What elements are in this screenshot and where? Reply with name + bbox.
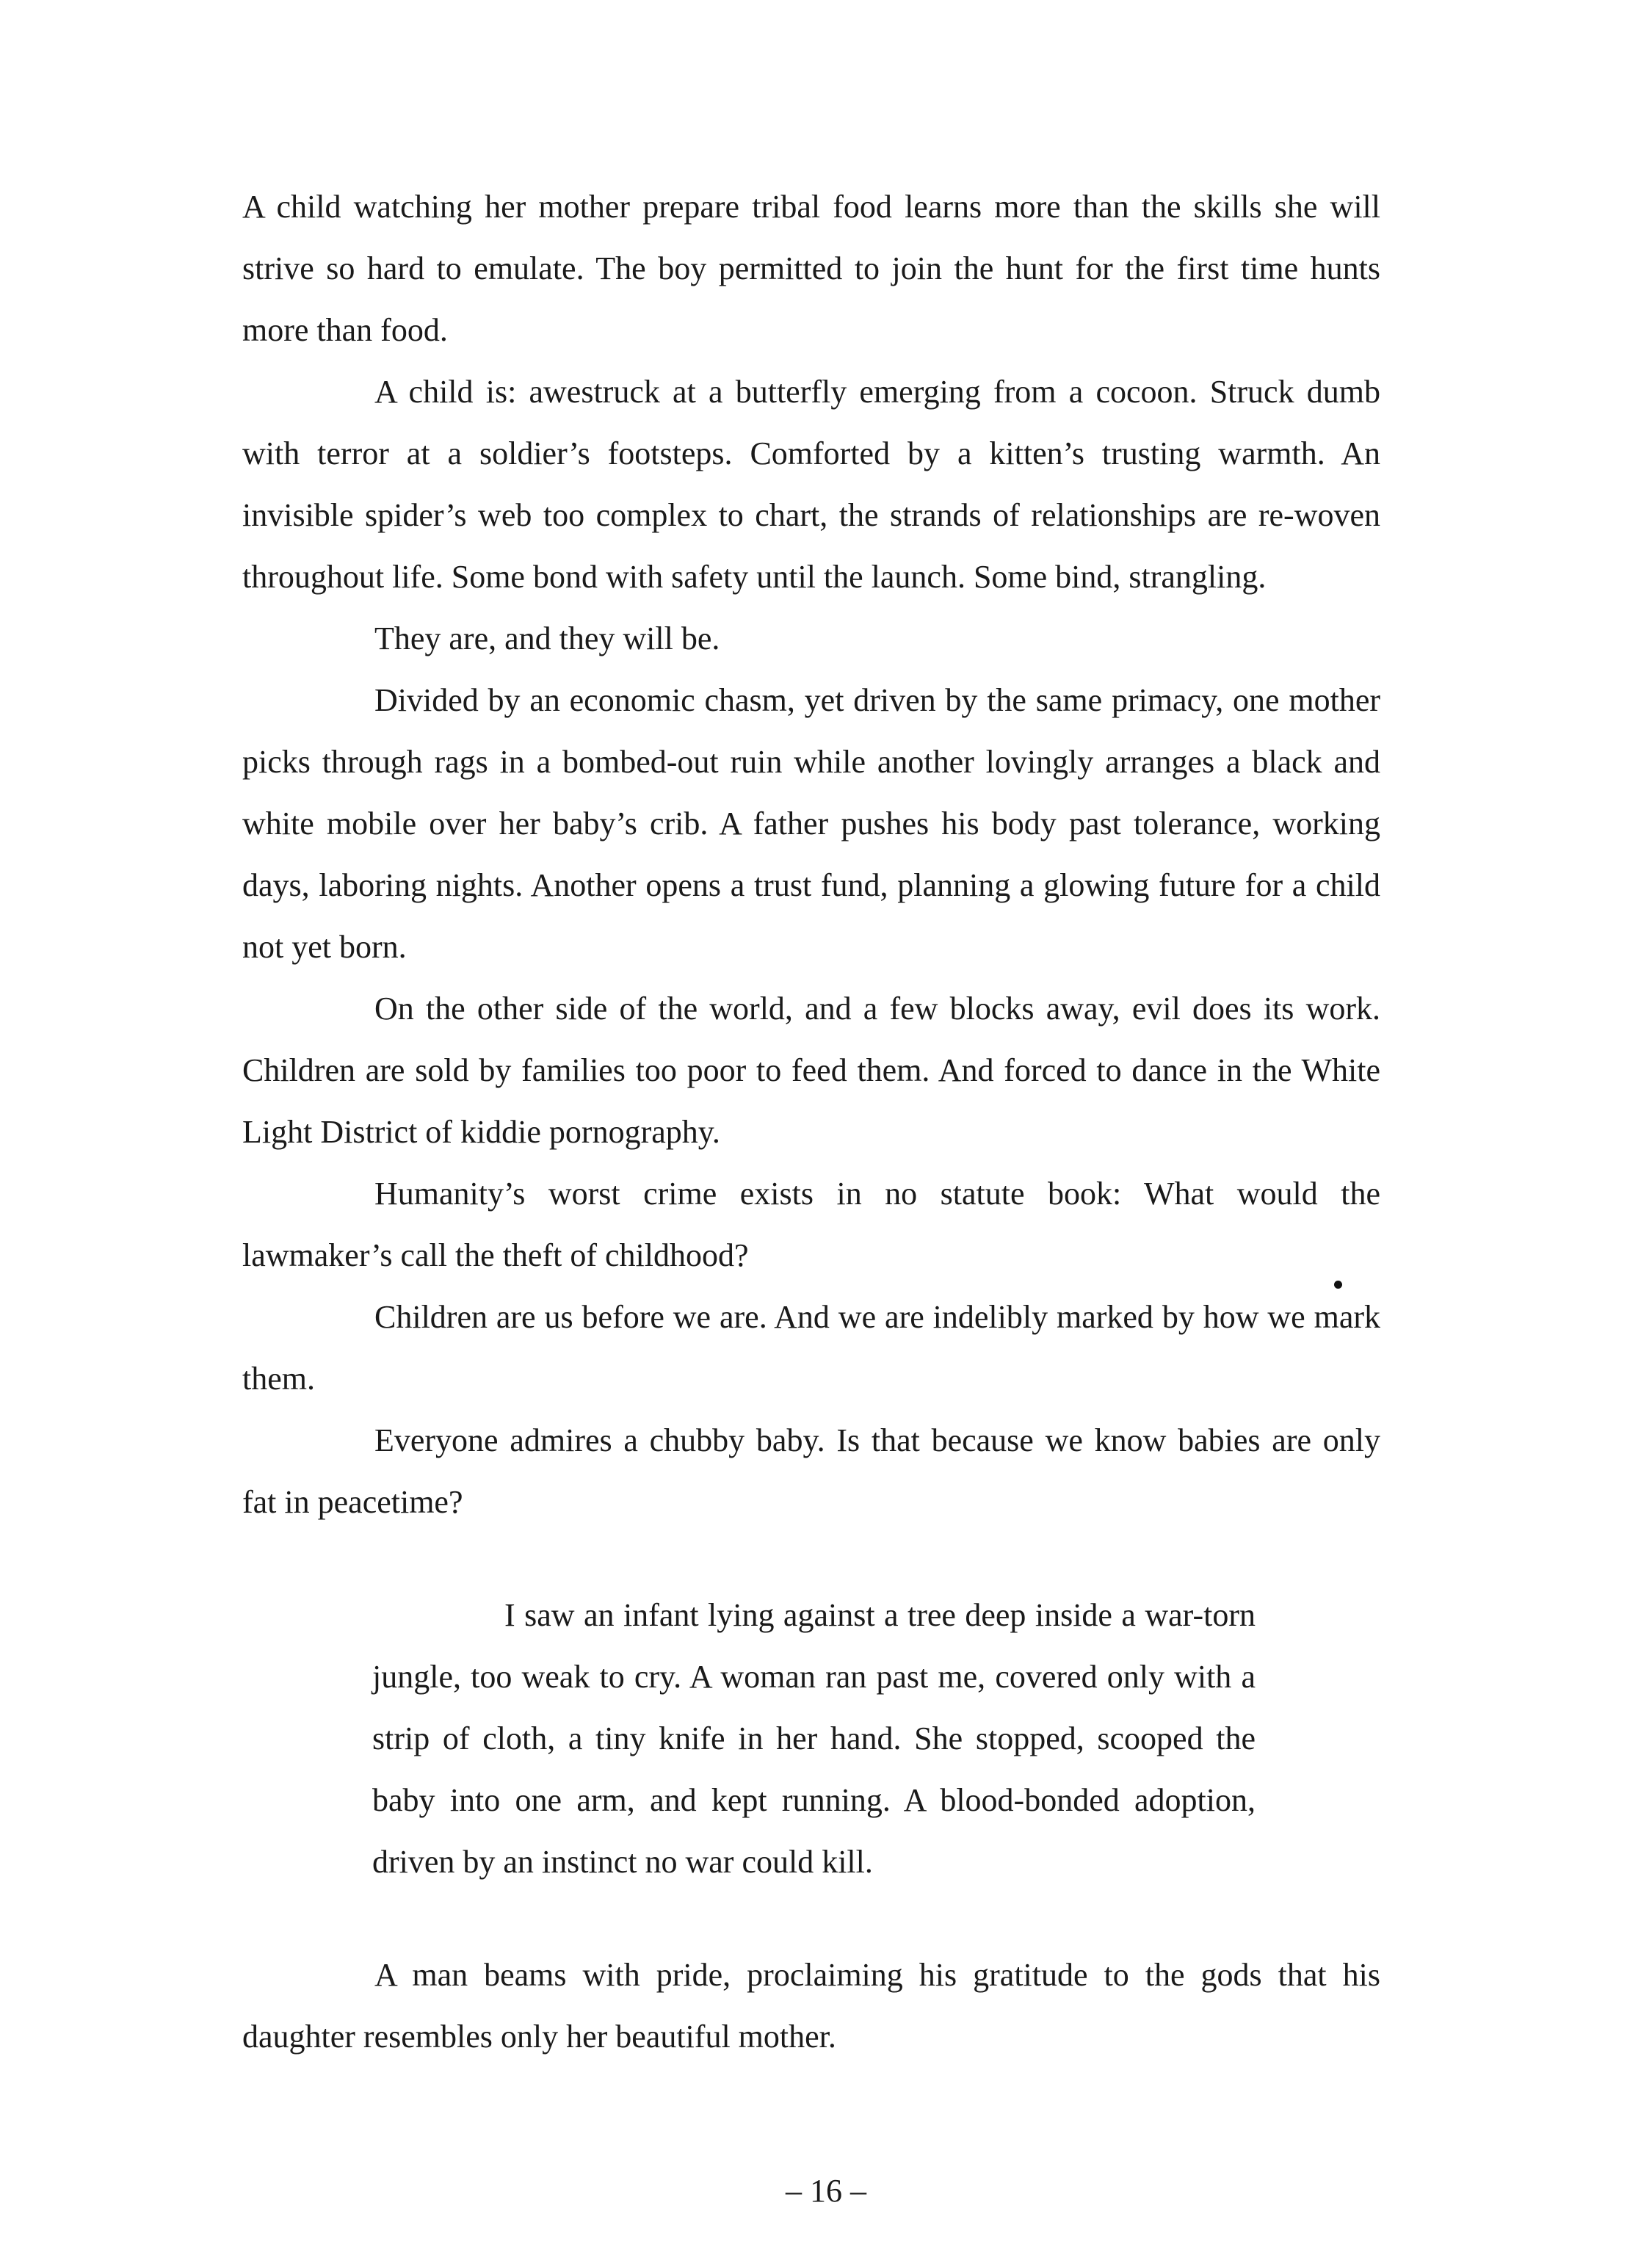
block-quote: I saw an infant lying against a tree deep inside a war-torn jungle, too weak to cry. A woman ran past me, covered only with a strip of cloth, a tiny knife in her hand. She stopped, scooped the baby into one arm, and kept running. A blood-bonded adoption, driven by an instinct no war could kill. — [372, 1597, 1256, 1880]
paragraph-10: A man beams with pride, proclaiming his gratitude to the gods that his daughter resembles only her beautiful mother. — [242, 1957, 1380, 2055]
paragraph-8: Everyone admires a chubby baby. Is that because we know babies are only fat in peacetime? — [242, 1422, 1380, 1520]
paragraph-7: Children are us before we are. And we are indelibly marked by how we mark them. — [242, 1299, 1380, 1397]
paragraph-2: A child is: awestruck at a butterfly emerging from a cocoon. Struck dumb with terror at a soldier’s footsteps. Comforted by a kitten’s trusting warmth. An invisible spider’s web too complex to chart, the strands of relationships are re-woven throughout life. Some bond with safety until the launch. Some bind, strangling. — [242, 374, 1380, 595]
paragraph-3: They are, and they will be. — [374, 620, 720, 656]
page-number: – 16 – — [786, 2173, 866, 2209]
body-text — [242, 176, 1380, 2068]
ink-speck-decoration — [1334, 1281, 1342, 1289]
paragraph-5: On the other side of the world, and a few blocks away, evil does its work. Children are sold by families too poor to feed them. And forced to dance in the White Light District of kiddie pornography. — [242, 991, 1380, 1150]
paragraph-6: Humanity’s worst crime exists in no statute book: What would the lawmaker’s call the theft of childhood? — [242, 1176, 1380, 1273]
paragraph-1: A child watching her mother prepare tribal food learns more than the skills she will strive so hard to emulate. The boy permitted to join the hunt for the first time hunts more than food. — [242, 189, 1380, 348]
paragraph-4: Divided by an economic chasm, yet driven by the same primacy, one mother picks through rags in a bombed-out ruin while another lovingly arranges a black and white mobile over her baby’s crib. A father pushes his body past tolerance, working days, laboring nights. Another opens a trust fund, planning a glowing future for a child not yet born. — [242, 682, 1380, 965]
